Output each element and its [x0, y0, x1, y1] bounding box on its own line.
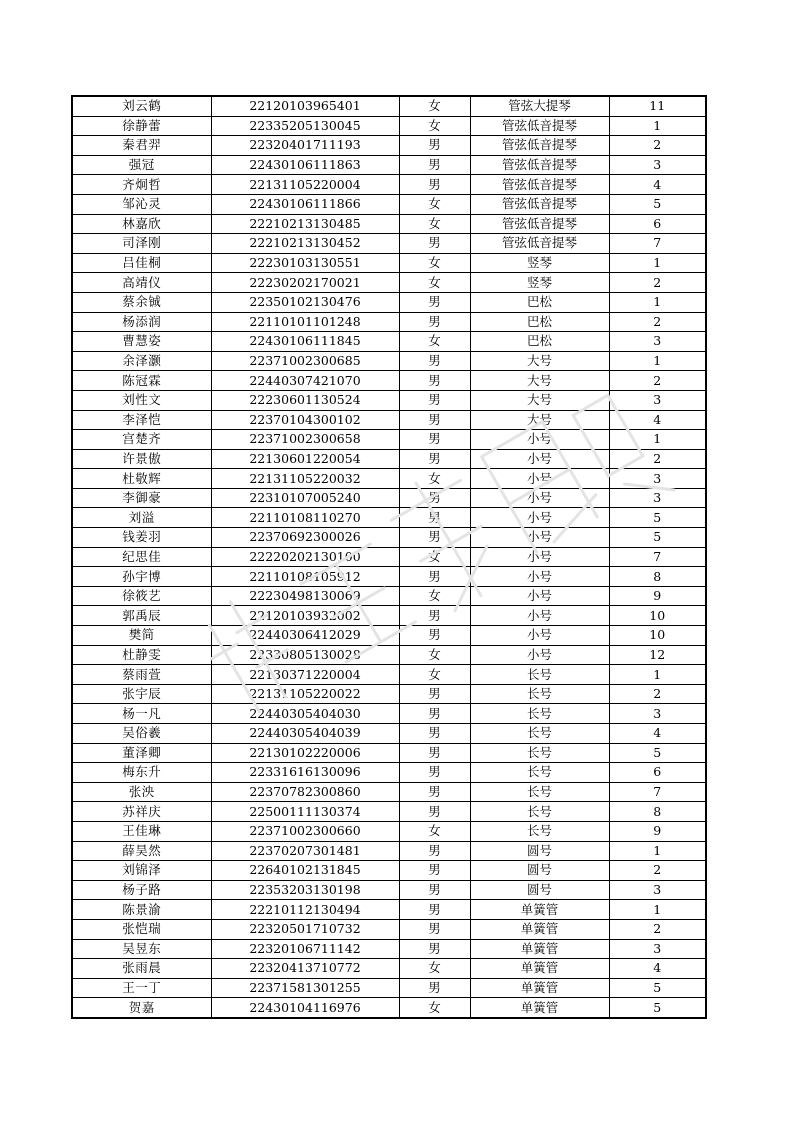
name-cell: 强冠	[72, 155, 211, 175]
id-cell: 22430106111863	[211, 155, 399, 175]
table-row	[72, 371, 706, 391]
table-row	[72, 390, 706, 410]
name-cell: 吴俗羲	[72, 724, 211, 744]
instrument-cell: 管弦低音提琴	[470, 116, 609, 136]
instrument-cell: 小号	[470, 469, 609, 489]
name-cell: 许景傲	[72, 449, 211, 469]
rank-cell: 4	[609, 959, 706, 979]
id-cell: 22440307421070	[211, 371, 399, 391]
table-row	[72, 547, 706, 567]
gender-cell: 女	[399, 96, 470, 116]
rank-cell: 7	[609, 234, 706, 254]
instrument-cell: 圆号	[470, 861, 609, 881]
rank-cell: 5	[609, 998, 706, 1018]
id-cell: 22130371220004	[211, 665, 399, 685]
gender-cell: 男	[399, 488, 470, 508]
gender-cell: 男	[399, 939, 470, 959]
table-row	[72, 528, 706, 548]
instrument-cell: 管弦低音提琴	[470, 155, 609, 175]
table-row	[72, 273, 706, 293]
name-cell: 司泽刚	[72, 234, 211, 254]
name-cell: 刘锦泽	[72, 861, 211, 881]
rank-cell: 1	[609, 430, 706, 450]
rank-cell: 10	[609, 606, 706, 626]
rank-cell: 1	[609, 351, 706, 371]
id-cell: 22120103932002	[211, 606, 399, 626]
id-cell: 22371581301255	[211, 978, 399, 998]
rank-cell: 11	[609, 96, 706, 116]
gender-cell: 女	[399, 959, 470, 979]
rank-cell: 12	[609, 645, 706, 665]
gender-cell: 男	[399, 626, 470, 646]
rank-cell: 3	[609, 880, 706, 900]
table-row	[72, 96, 706, 116]
table-row	[72, 900, 706, 920]
id-cell: 22320106711142	[211, 939, 399, 959]
instrument-cell: 管弦低音提琴	[470, 175, 609, 195]
instrument-cell: 管弦低音提琴	[470, 214, 609, 234]
table-row	[72, 194, 706, 214]
name-cell: 郭禹辰	[72, 606, 211, 626]
table-row	[72, 861, 706, 881]
name-cell: 钱姜羽	[72, 528, 211, 548]
instrument-cell: 管弦低音提琴	[470, 234, 609, 254]
id-cell: 22440305404030	[211, 704, 399, 724]
id-cell: 22440305404039	[211, 724, 399, 744]
table-row	[72, 665, 706, 685]
rank-cell: 4	[609, 175, 706, 195]
gender-cell: 女	[399, 547, 470, 567]
table-row	[72, 684, 706, 704]
instrument-cell: 小号	[470, 528, 609, 548]
gender-cell: 男	[399, 449, 470, 469]
gender-cell: 女	[399, 253, 470, 273]
rank-cell: 5	[609, 743, 706, 763]
id-cell: 22371002300685	[211, 351, 399, 371]
id-cell: 22370207301481	[211, 841, 399, 861]
gender-cell: 女	[399, 273, 470, 293]
name-cell: 薛昊然	[72, 841, 211, 861]
rank-cell: 3	[609, 704, 706, 724]
table-row	[72, 763, 706, 783]
gender-cell: 男	[399, 371, 470, 391]
rank-cell: 2	[609, 919, 706, 939]
name-cell: 孙宇博	[72, 567, 211, 587]
id-cell: 22320401711193	[211, 136, 399, 156]
table-row	[72, 253, 706, 273]
instrument-cell: 单簧管	[470, 959, 609, 979]
gender-cell: 男	[399, 802, 470, 822]
id-cell: 22210112130494	[211, 900, 399, 920]
gender-cell: 女	[399, 116, 470, 136]
rank-cell: 2	[609, 136, 706, 156]
gender-cell: 男	[399, 782, 470, 802]
gender-cell: 女	[399, 645, 470, 665]
rank-cell: 1	[609, 253, 706, 273]
id-cell: 22320501710732	[211, 919, 399, 939]
instrument-cell: 大号	[470, 351, 609, 371]
instrument-cell: 巴松	[470, 332, 609, 352]
table-row	[72, 704, 706, 724]
name-cell: 张宇辰	[72, 684, 211, 704]
id-cell: 22310107005240	[211, 488, 399, 508]
id-cell: 22230601130524	[211, 390, 399, 410]
table-row	[72, 508, 706, 528]
rank-cell: 1	[609, 665, 706, 685]
rank-cell: 8	[609, 567, 706, 587]
instrument-cell: 圆号	[470, 880, 609, 900]
instrument-cell: 长号	[470, 782, 609, 802]
instrument-cell: 长号	[470, 802, 609, 822]
gender-cell: 男	[399, 410, 470, 430]
instrument-cell: 管弦低音提琴	[470, 136, 609, 156]
id-cell: 22120103965401	[211, 96, 399, 116]
id-cell: 22131105220032	[211, 469, 399, 489]
instrument-cell: 巴松	[470, 312, 609, 332]
id-cell: 22370782300860	[211, 782, 399, 802]
rank-cell: 2	[609, 449, 706, 469]
gender-cell: 男	[399, 430, 470, 450]
gender-cell: 女	[399, 586, 470, 606]
rank-cell: 10	[609, 626, 706, 646]
table-row	[72, 919, 706, 939]
name-cell: 宫楚齐	[72, 430, 211, 450]
instrument-cell: 长号	[470, 743, 609, 763]
rank-cell: 3	[609, 155, 706, 175]
instrument-cell: 小号	[470, 645, 609, 665]
rank-cell: 5	[609, 528, 706, 548]
gender-cell: 男	[399, 390, 470, 410]
id-cell: 22130102220006	[211, 743, 399, 763]
gender-cell: 男	[399, 567, 470, 587]
id-cell: 22110101101248	[211, 312, 399, 332]
table-row	[72, 645, 706, 665]
table-row	[72, 586, 706, 606]
gender-cell: 女	[399, 821, 470, 841]
rank-cell: 1	[609, 116, 706, 136]
instrument-cell: 单簧管	[470, 998, 609, 1018]
instrument-cell: 圆号	[470, 841, 609, 861]
rank-cell: 3	[609, 332, 706, 352]
instrument-cell: 小号	[470, 547, 609, 567]
rank-cell: 2	[609, 684, 706, 704]
instrument-cell: 竖琴	[470, 253, 609, 273]
name-cell: 刘溢	[72, 508, 211, 528]
gender-cell: 男	[399, 880, 470, 900]
gender-cell: 男	[399, 919, 470, 939]
instrument-cell: 长号	[470, 821, 609, 841]
gender-cell: 男	[399, 684, 470, 704]
name-cell: 曹慧姿	[72, 332, 211, 352]
id-cell: 22110108105912	[211, 567, 399, 587]
name-cell: 梅东升	[72, 763, 211, 783]
name-cell: 高靖仪	[72, 273, 211, 293]
id-cell: 22230202170021	[211, 273, 399, 293]
instrument-cell: 大号	[470, 410, 609, 430]
gender-cell: 男	[399, 841, 470, 861]
name-cell: 樊简	[72, 626, 211, 646]
rank-cell: 8	[609, 802, 706, 822]
instrument-cell: 大号	[470, 390, 609, 410]
table-row	[72, 488, 706, 508]
rank-cell: 1	[609, 841, 706, 861]
table-row	[72, 175, 706, 195]
id-cell: 22440306412029	[211, 626, 399, 646]
id-cell: 22500111130374	[211, 802, 399, 822]
name-cell: 杨添润	[72, 312, 211, 332]
rank-cell: 2	[609, 861, 706, 881]
name-cell: 张雨晨	[72, 959, 211, 979]
table-row	[72, 136, 706, 156]
name-cell: 徐筱艺	[72, 586, 211, 606]
id-cell: 22110108110270	[211, 508, 399, 528]
table-row	[72, 567, 706, 587]
name-cell: 齐炯哲	[72, 175, 211, 195]
rank-cell: 2	[609, 312, 706, 332]
name-cell: 蔡余铖	[72, 292, 211, 312]
rank-cell: 3	[609, 390, 706, 410]
instrument-cell: 单簧管	[470, 978, 609, 998]
id-cell: 22353203130198	[211, 880, 399, 900]
table-row	[72, 606, 706, 626]
gender-cell: 男	[399, 704, 470, 724]
gender-cell: 男	[399, 900, 470, 920]
instrument-cell: 小号	[470, 567, 609, 587]
gender-cell: 男	[399, 763, 470, 783]
name-cell: 刘云鹤	[72, 96, 211, 116]
name-cell: 蔡雨萱	[72, 665, 211, 685]
gender-cell: 男	[399, 978, 470, 998]
instrument-cell: 长号	[470, 704, 609, 724]
table-row	[72, 841, 706, 861]
instrument-cell: 小号	[470, 430, 609, 450]
table-row	[72, 332, 706, 352]
name-cell: 纪思佳	[72, 547, 211, 567]
instrument-cell: 小号	[470, 508, 609, 528]
table-row	[72, 292, 706, 312]
id-cell: 22210213130452	[211, 234, 399, 254]
name-cell: 林嘉欣	[72, 214, 211, 234]
rank-cell: 7	[609, 782, 706, 802]
instrument-cell: 长号	[470, 684, 609, 704]
instrument-cell: 竖琴	[470, 273, 609, 293]
gender-cell: 男	[399, 528, 470, 548]
results-table-body	[72, 96, 706, 1018]
instrument-cell: 大号	[470, 371, 609, 391]
table-row	[72, 430, 706, 450]
rank-cell: 5	[609, 194, 706, 214]
table-row	[72, 626, 706, 646]
name-cell: 邹沁灵	[72, 194, 211, 214]
table-row	[72, 782, 706, 802]
rank-cell: 6	[609, 214, 706, 234]
name-cell: 刘性文	[72, 390, 211, 410]
table-row	[72, 821, 706, 841]
instrument-cell: 长号	[470, 763, 609, 783]
table-row	[72, 214, 706, 234]
instrument-cell: 单簧管	[470, 939, 609, 959]
gender-cell: 男	[399, 724, 470, 744]
name-cell: 张泱	[72, 782, 211, 802]
name-cell: 杜静雯	[72, 645, 211, 665]
table-row	[72, 724, 706, 744]
table-row	[72, 410, 706, 430]
id-cell: 22330805130028	[211, 645, 399, 665]
gender-cell: 女	[399, 665, 470, 685]
instrument-cell: 长号	[470, 665, 609, 685]
rank-cell: 2	[609, 273, 706, 293]
name-cell: 吕佳桐	[72, 253, 211, 273]
rank-cell: 1	[609, 292, 706, 312]
table-row	[72, 880, 706, 900]
gender-cell: 女	[399, 214, 470, 234]
name-cell: 杜敬辉	[72, 469, 211, 489]
rank-cell: 1	[609, 900, 706, 920]
id-cell: 22430106111866	[211, 194, 399, 214]
id-cell: 22371002300660	[211, 821, 399, 841]
table-row	[72, 959, 706, 979]
name-cell: 秦君羿	[72, 136, 211, 156]
name-cell: 董泽卿	[72, 743, 211, 763]
rank-cell: 5	[609, 508, 706, 528]
gender-cell: 女	[399, 194, 470, 214]
id-cell: 22131105220004	[211, 175, 399, 195]
name-cell: 张恺瑞	[72, 919, 211, 939]
id-cell: 22640102131845	[211, 861, 399, 881]
table-row	[72, 743, 706, 763]
table-row	[72, 312, 706, 332]
gender-cell: 男	[399, 155, 470, 175]
gender-cell: 男	[399, 175, 470, 195]
rank-cell: 7	[609, 547, 706, 567]
instrument-cell: 小号	[470, 626, 609, 646]
gender-cell: 女	[399, 998, 470, 1018]
id-cell: 22220202130100	[211, 547, 399, 567]
id-cell: 22350102130476	[211, 292, 399, 312]
id-cell: 22210213130485	[211, 214, 399, 234]
rank-cell: 4	[609, 724, 706, 744]
rank-cell: 2	[609, 371, 706, 391]
id-cell: 22430106111845	[211, 332, 399, 352]
gender-cell: 男	[399, 312, 470, 332]
rank-cell: 4	[609, 410, 706, 430]
name-cell: 杨子路	[72, 880, 211, 900]
id-cell: 22430104116976	[211, 998, 399, 1018]
instrument-cell: 巴松	[470, 292, 609, 312]
instrument-cell: 小号	[470, 586, 609, 606]
table-row	[72, 939, 706, 959]
name-cell: 王佳琳	[72, 821, 211, 841]
name-cell: 李御豪	[72, 488, 211, 508]
gender-cell: 男	[399, 861, 470, 881]
instrument-cell: 单簧管	[470, 900, 609, 920]
id-cell: 22370104300102	[211, 410, 399, 430]
instrument-cell: 小号	[470, 606, 609, 626]
id-cell: 22320413710772	[211, 959, 399, 979]
id-cell: 22130601220054	[211, 449, 399, 469]
gender-cell: 男	[399, 136, 470, 156]
rank-cell: 6	[609, 763, 706, 783]
name-cell: 苏祥庆	[72, 802, 211, 822]
gender-cell: 男	[399, 292, 470, 312]
table-row	[72, 234, 706, 254]
gender-cell: 男	[399, 351, 470, 371]
rank-cell: 9	[609, 586, 706, 606]
instrument-cell: 小号	[470, 449, 609, 469]
id-cell: 22335205130045	[211, 116, 399, 136]
id-cell: 22230498130069	[211, 586, 399, 606]
rank-cell: 9	[609, 821, 706, 841]
table-row	[72, 116, 706, 136]
name-cell: 陈冠霖	[72, 371, 211, 391]
name-cell: 贺嘉	[72, 998, 211, 1018]
gender-cell: 女	[399, 332, 470, 352]
table-row	[72, 802, 706, 822]
id-cell: 22370692300026	[211, 528, 399, 548]
instrument-cell: 小号	[470, 488, 609, 508]
table-row	[72, 469, 706, 489]
gender-cell: 男	[399, 234, 470, 254]
gender-cell: 男	[399, 743, 470, 763]
id-cell: 22371002300658	[211, 430, 399, 450]
table-row	[72, 449, 706, 469]
instrument-cell: 管弦大提琴	[470, 96, 609, 116]
table-row	[72, 155, 706, 175]
rank-cell: 5	[609, 978, 706, 998]
name-cell: 李泽恺	[72, 410, 211, 430]
table-row	[72, 978, 706, 998]
id-cell: 22131105220022	[211, 684, 399, 704]
rank-cell: 3	[609, 488, 706, 508]
name-cell: 徐静蕾	[72, 116, 211, 136]
results-table	[71, 95, 707, 1019]
name-cell: 陈景渝	[72, 900, 211, 920]
gender-cell: 男	[399, 606, 470, 626]
id-cell: 22230103130551	[211, 253, 399, 273]
name-cell: 杨一凡	[72, 704, 211, 724]
name-cell: 王一丁	[72, 978, 211, 998]
rank-cell: 3	[609, 939, 706, 959]
gender-cell: 女	[399, 469, 470, 489]
instrument-cell: 长号	[470, 724, 609, 744]
instrument-cell: 管弦低音提琴	[470, 194, 609, 214]
rank-cell: 3	[609, 469, 706, 489]
instrument-cell: 单簧管	[470, 919, 609, 939]
table-row	[72, 998, 706, 1018]
name-cell: 吴昱东	[72, 939, 211, 959]
id-cell: 22331616130096	[211, 763, 399, 783]
name-cell: 余泽灏	[72, 351, 211, 371]
gender-cell: 男	[399, 508, 470, 528]
table-row	[72, 351, 706, 371]
